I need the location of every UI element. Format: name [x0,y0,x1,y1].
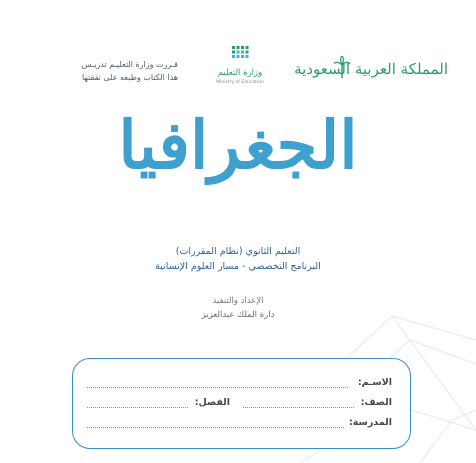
name-label: الاسـم: [357,377,392,388]
decree-text [82,58,178,84]
decree-line-2: هذا الكتاب وطبعه على نفقتها [81,73,178,82]
subtitle-track: البرنامج التخصصي - مسار العلوم الإنسانية [155,261,321,272]
grade-field[interactable] [243,407,354,408]
name-field[interactable] [87,387,348,388]
decree-line-1: قـررت وزارة التعليـم تدريـس [81,60,178,69]
kingdom-label: المملكة العربية السعودية [294,60,448,78]
school-label: المدرسة: [348,417,392,428]
ministry-emblem-icon [208,44,272,66]
student-info-box [72,358,411,449]
book-title: الجغرافيا [118,106,358,184]
prepared-by-label: الإعداد والتنفيذ [212,296,264,306]
class-label: الفصل: [194,397,230,408]
school-field[interactable] [87,427,344,428]
publisher-name: دارة الملك عبدالعزيز [201,310,275,320]
ministry-name-english: Ministry of Education [216,80,264,85]
class-field[interactable] [87,407,188,408]
grade-label: الصف: [360,397,392,408]
ministry-logo [208,44,272,92]
subtitle-program: التعليم الثانوي (نظام المقررات) [175,246,301,257]
ministry-name: وزارة التعليم [217,68,263,78]
kingdom-logo [294,56,448,90]
